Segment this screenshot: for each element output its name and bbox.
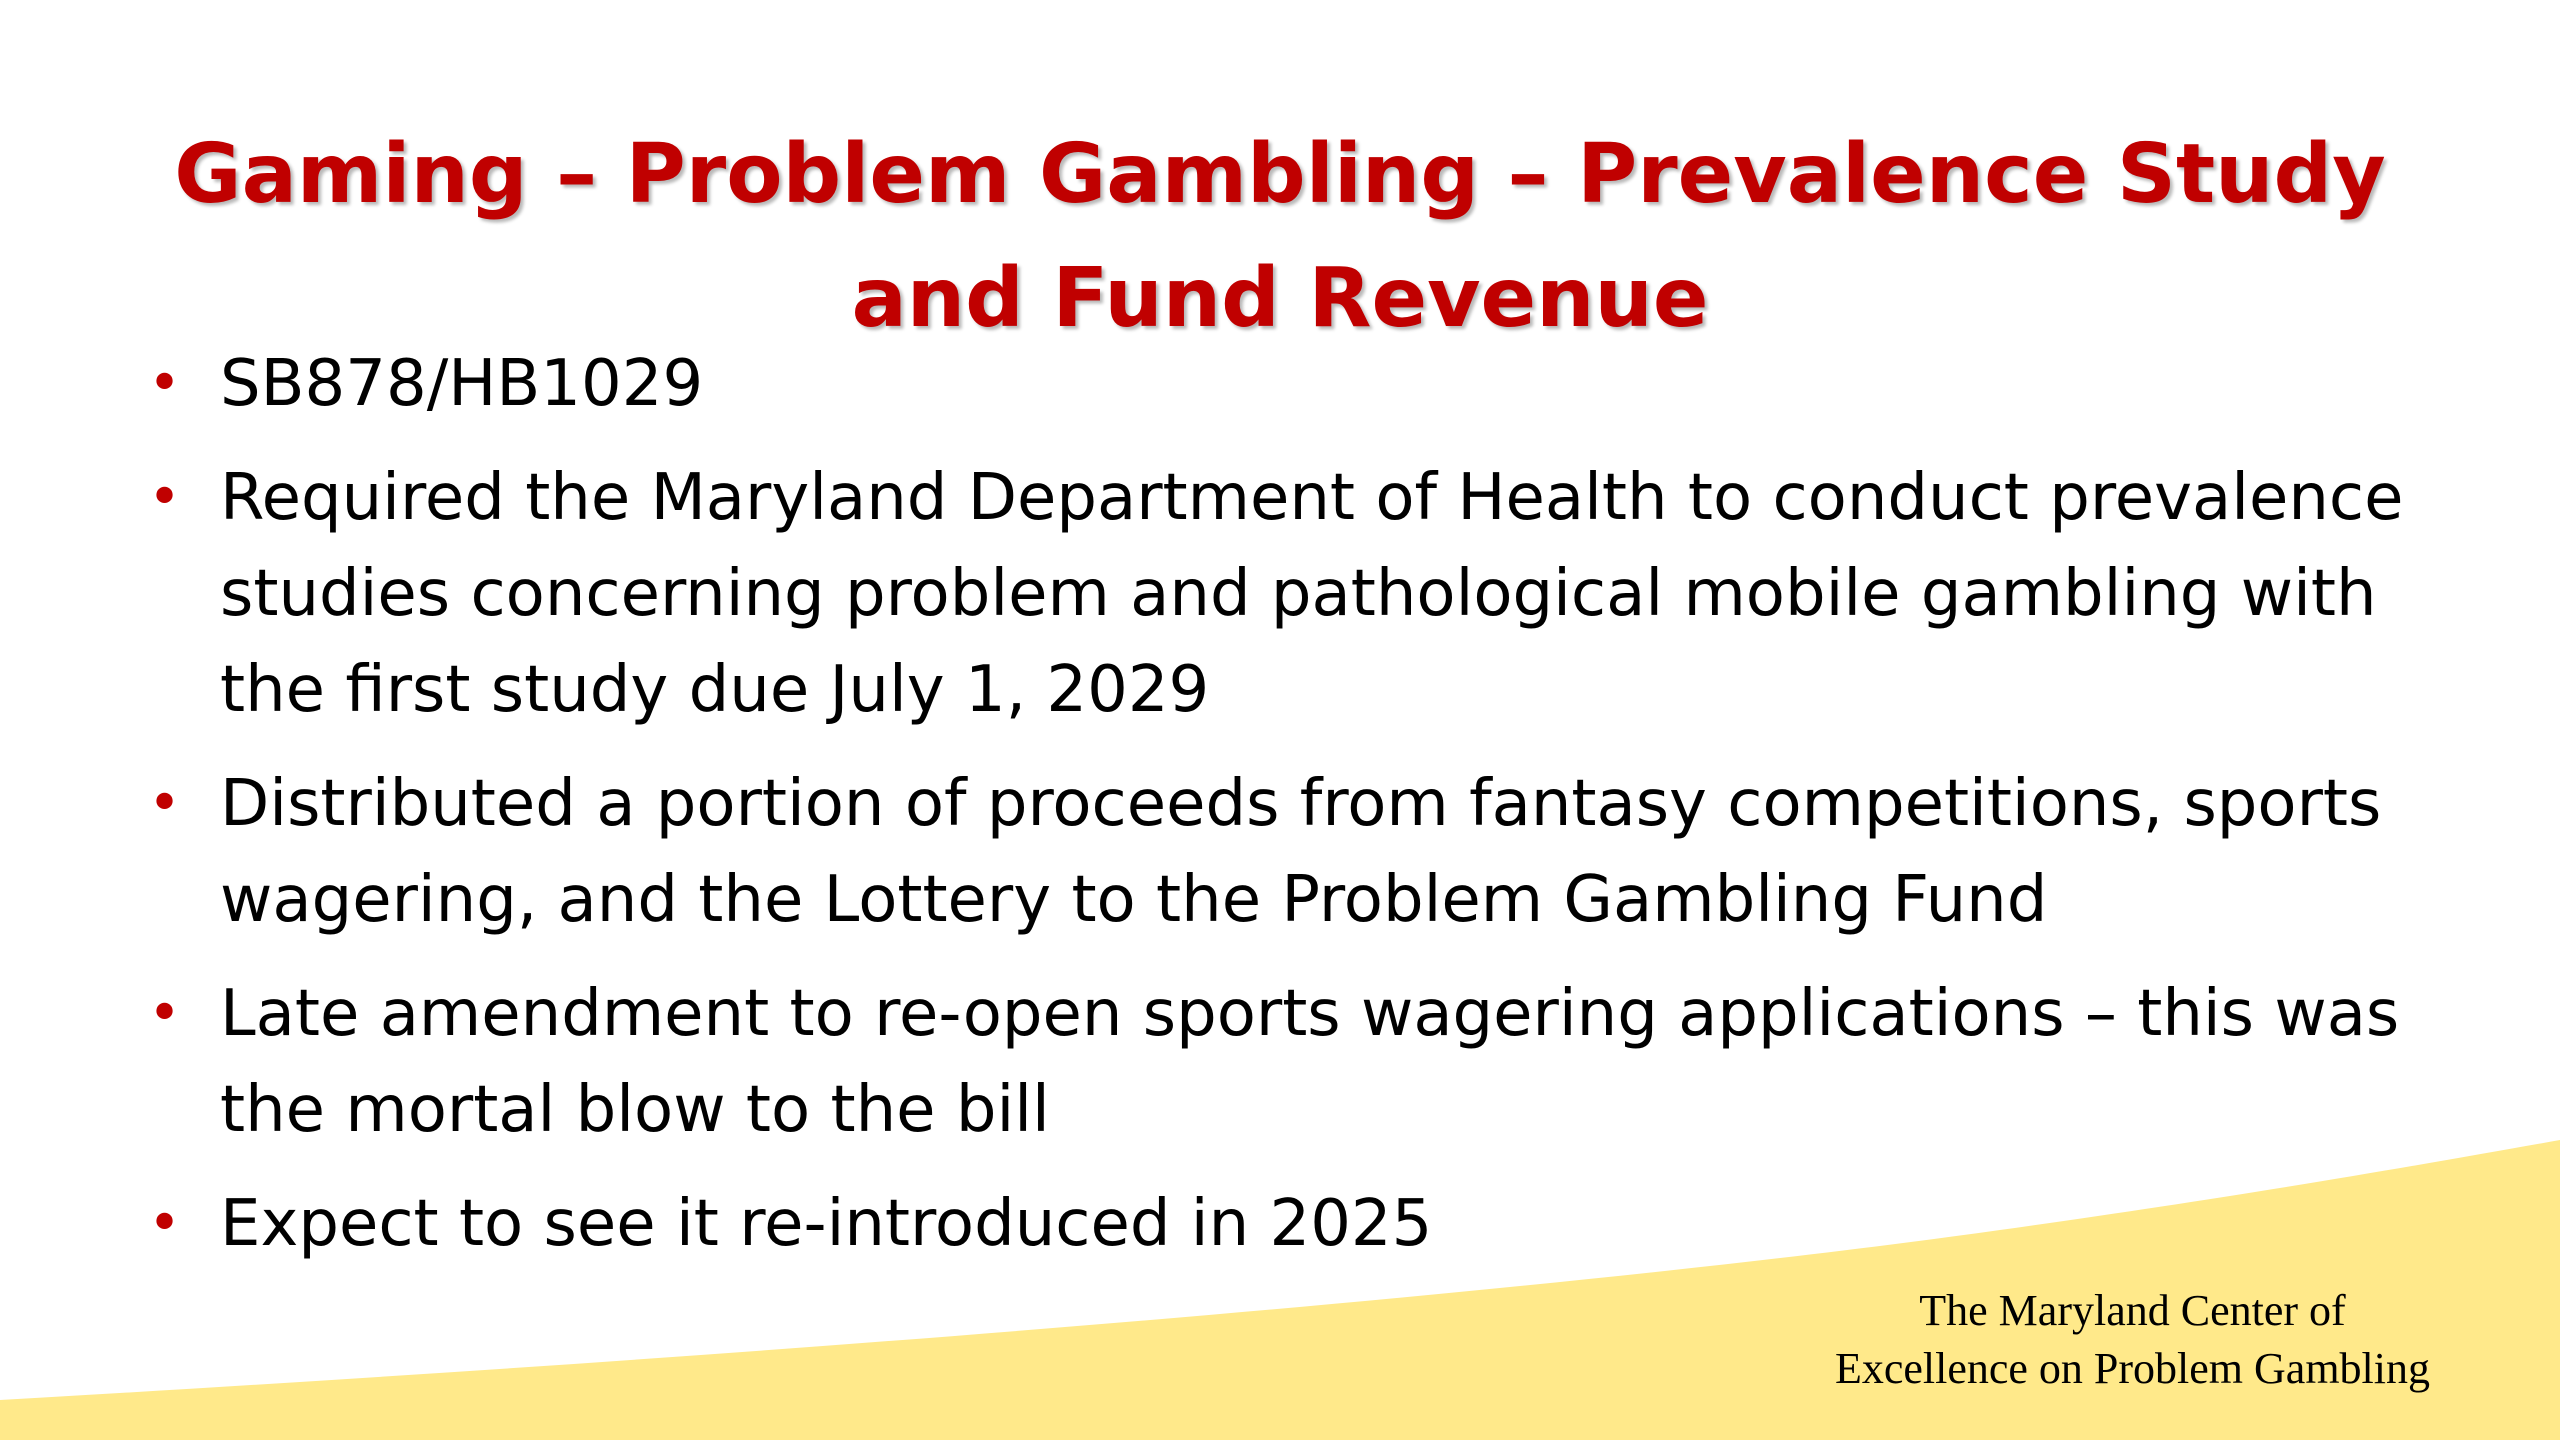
bullet-text: Required the Maryland Department of Health to conduct prevalence studies concerning problem and pathological mobile gambling with the first study due July 1, 2029 [220,461,2404,727]
slide-title-line-2: and Fund Revenue [851,250,1709,346]
bullet-item [140,336,2450,432]
bullet-text: Distributed a portion of proceeds from fantasy competitions, sports wagering, and the Lottery to the Problem Gambling Fund [220,767,2382,937]
bullet-text: Late amendment to re-open sports wagering applications – this was the mortal blow to the bill [220,977,2400,1147]
bullet-item [140,966,2450,1158]
footer-line-2: Excellence on Problem Gambling [1834,1344,2430,1393]
bullet-icon: • [148,771,182,836]
bullet-text: Expect to see it re-introduced in 2025 [220,1187,1433,1261]
organization-footer [1835,1282,2430,1398]
bullet-icon: • [148,351,182,416]
slide-title-line-1: Gaming – Problem Gambling – Prevalence Study [174,126,2386,222]
bullet-item [140,450,2450,738]
bullet-icon: • [148,465,182,530]
slide-title [0,113,2560,361]
bullet-list [140,336,2450,1290]
bullet-icon: • [148,981,182,1046]
bullet-item [140,1176,2450,1272]
bullet-text: SB878/HB1029 [220,347,704,421]
bullet-item [140,756,2450,948]
footer-line-1: The Maryland Center of [1919,1286,2346,1335]
bullet-icon: • [148,1191,182,1256]
